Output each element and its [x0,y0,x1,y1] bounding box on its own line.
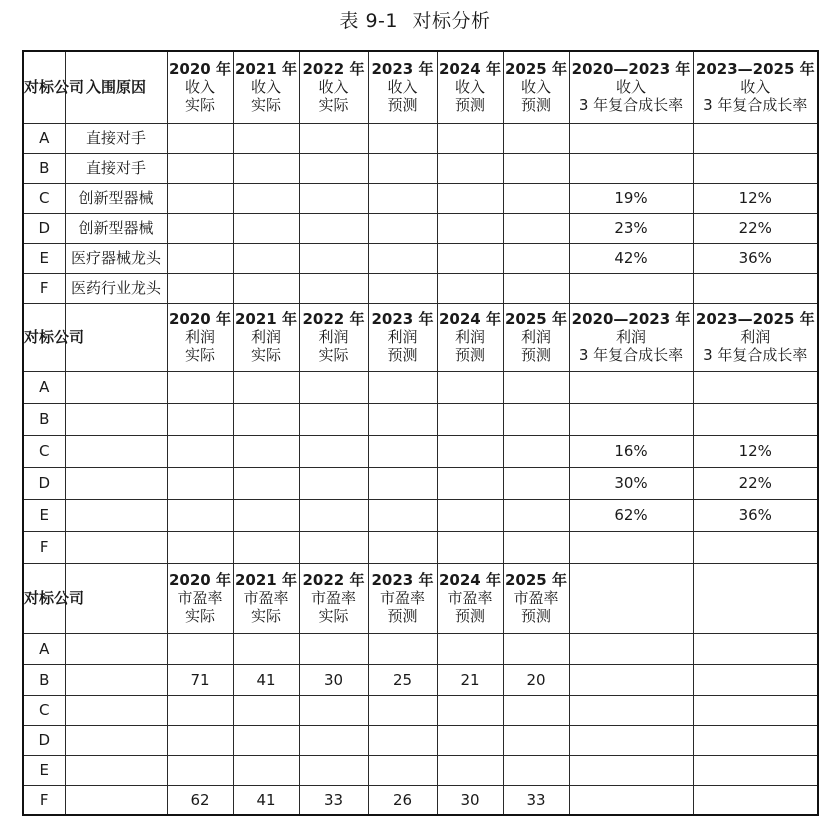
reason-cell [65,695,167,725]
year-header [233,303,299,371]
value-cell [437,725,503,755]
year-label: 2020 年 [169,571,231,589]
value-cell [368,531,437,563]
company-cell: C [23,183,65,213]
cagr-cell [693,403,818,435]
section-header-row [23,563,818,633]
benchmark-table [22,50,819,816]
value-cell [368,725,437,755]
value-cell [167,499,233,531]
company-cell: B [23,153,65,183]
metric-label: 收入 [184,78,215,97]
value-cell [368,153,437,183]
value-cell [167,633,233,664]
value-cell [167,467,233,499]
value-cell [167,123,233,153]
table-row [23,273,818,303]
metric-label: 利润 [520,328,551,346]
value-cell [299,213,368,243]
cagr-metric: 利润 [740,328,771,346]
value-cell [503,695,569,725]
value-cell [368,371,437,403]
table-number: 表 9-1 [339,10,398,32]
cagr-header [693,563,818,633]
year-header [368,303,437,371]
metric-label: 收入 [250,78,281,97]
value-cell [167,213,233,243]
table-row [23,435,818,467]
corner-label-company: 对标公司 [23,51,65,123]
table-row [23,633,818,664]
cagr-cell [569,785,693,815]
cagr-cell: 22% [693,213,818,243]
cagr-label: 3 年复合成长率 [703,346,808,364]
table-row [23,755,818,785]
corner-label-company: 对标公司 [23,303,65,371]
value-cell [167,371,233,403]
kind-label: 实际 [184,346,215,364]
year-label: 2022 年 [302,571,365,589]
metric-label: 市盈率 [310,589,356,607]
company-cell: D [23,213,65,243]
reason-header: 入围原因 [65,51,167,123]
value-cell: 30 [299,664,368,695]
cagr-cell [569,755,693,785]
cagr-cell [693,123,818,153]
value-cell [503,403,569,435]
value-cell [503,371,569,403]
cagr-metric: 收入 [740,78,771,97]
year-label: 2020 年 [169,310,231,328]
company-cell: A [23,123,65,153]
year-header [368,563,437,633]
year-header [437,303,503,371]
cagr-cell [569,664,693,695]
cagr-cell [693,531,818,563]
year-header [233,563,299,633]
reason-cell [65,755,167,785]
value-cell [503,213,569,243]
reason-cell [65,499,167,531]
cagr-cell [569,403,693,435]
cagr-cell: 12% [693,183,818,213]
value-cell [167,755,233,785]
value-cell [233,755,299,785]
table-row [23,725,818,755]
metric-label: 收入 [318,78,349,97]
kind-label: 预测 [520,96,551,115]
year-label: 2020 年 [169,60,231,79]
value-cell [437,123,503,153]
company-cell: D [23,725,65,755]
section-header-row [23,303,818,371]
year-header [167,563,233,633]
cagr-cell [693,785,818,815]
year-label: 2022 年 [302,310,365,328]
kind-label: 实际 [318,346,349,364]
cagr-cell [693,755,818,785]
kind-label: 实际 [250,96,281,115]
kind-label: 预测 [454,607,485,625]
value-cell [233,499,299,531]
cagr-header [693,303,818,371]
cagr-cell: 36% [693,499,818,531]
value-cell [503,183,569,213]
value-cell [167,695,233,725]
kind-label: 预测 [454,96,485,115]
reason-cell: 直接对手 [65,123,167,153]
value-cell [368,633,437,664]
year-header [233,51,299,123]
cagr-cell: 42% [569,243,693,273]
value-cell [368,467,437,499]
value-cell [437,435,503,467]
table-row [23,371,818,403]
value-cell [167,403,233,435]
value-cell [437,695,503,725]
value-cell [368,213,437,243]
value-cell [368,123,437,153]
kind-label: 预测 [387,346,418,364]
value-cell [503,725,569,755]
value-cell [299,183,368,213]
value-cell [299,153,368,183]
kind-label: 预测 [454,346,485,364]
cagr-period: 2023—2025 年 [695,310,815,328]
year-label: 2025 年 [505,310,567,328]
value-cell [437,243,503,273]
cagr-cell: 23% [569,213,693,243]
value-cell [167,243,233,273]
reason-cell: 创新型器械 [65,213,167,243]
metric-label: 收入 [520,78,551,97]
kind-label: 实际 [184,607,215,625]
year-label: 2023 年 [371,60,434,79]
metric-label: 利润 [184,328,215,346]
cagr-cell [569,531,693,563]
kind-label: 预测 [387,96,418,115]
cagr-cell [693,633,818,664]
year-label: 2023 年 [371,310,434,328]
value-cell [299,435,368,467]
metric-label: 市盈率 [243,589,289,607]
year-label: 2021 年 [235,60,297,79]
value-cell [233,725,299,755]
value-cell [368,435,437,467]
value-cell [299,273,368,303]
value-cell [503,153,569,183]
year-header [167,303,233,371]
cagr-cell [569,633,693,664]
value-cell [437,499,503,531]
cagr-header [569,51,693,123]
year-header [503,51,569,123]
value-cell: 20 [503,664,569,695]
kind-label: 预测 [387,607,418,625]
kind-label: 实际 [250,346,281,364]
cagr-label: 3 年复合成长率 [703,96,808,115]
metric-label: 收入 [454,78,485,97]
year-label: 2021 年 [235,310,297,328]
value-cell [437,183,503,213]
value-cell [233,403,299,435]
value-cell [503,273,569,303]
value-cell [368,183,437,213]
table-row [23,153,818,183]
value-cell [167,153,233,183]
reason-cell [65,664,167,695]
table-row [23,695,818,725]
table-row [23,183,818,213]
table-row [23,123,818,153]
value-cell: 41 [233,785,299,815]
value-cell [233,435,299,467]
year-label: 2025 年 [505,571,567,589]
value-cell [233,695,299,725]
value-cell [167,183,233,213]
cagr-cell [693,725,818,755]
table-row [23,531,818,563]
metric-label: 市盈率 [447,589,493,607]
value-cell [299,695,368,725]
value-cell [299,531,368,563]
metric-label: 利润 [387,328,418,346]
value-cell: 26 [368,785,437,815]
year-header [299,51,368,123]
year-header [437,563,503,633]
value-cell [167,531,233,563]
year-label: 2021 年 [235,571,297,589]
value-cell [299,243,368,273]
value-cell [437,633,503,664]
value-cell [299,371,368,403]
reason-cell [65,371,167,403]
cagr-cell: 12% [693,435,818,467]
value-cell [233,467,299,499]
value-cell [167,273,233,303]
corner-label-company: 对标公司 [23,563,65,633]
reason-cell [65,633,167,664]
table-row [23,785,818,815]
metric-label: 利润 [318,328,349,346]
value-cell [437,213,503,243]
metric-label: 市盈率 [177,589,223,607]
company-cell: A [23,371,65,403]
company-cell: F [23,273,65,303]
value-cell [233,273,299,303]
year-header [503,303,569,371]
metric-label: 收入 [387,78,418,97]
cagr-header [569,563,693,633]
value-cell [233,371,299,403]
value-cell [437,531,503,563]
reason-cell [65,531,167,563]
table-caption: 对标分析 [412,10,491,32]
cagr-metric: 收入 [615,78,646,97]
value-cell [437,755,503,785]
reason-cell [65,725,167,755]
reason-cell [65,467,167,499]
year-header [299,303,368,371]
year-header [368,51,437,123]
year-header [437,51,503,123]
cagr-cell: 16% [569,435,693,467]
value-cell [368,403,437,435]
company-cell: E [23,755,65,785]
value-cell: 41 [233,664,299,695]
year-label: 2024 年 [439,571,501,589]
value-cell [299,123,368,153]
value-cell [299,755,368,785]
value-cell [503,499,569,531]
cagr-metric: 利润 [615,328,646,346]
cagr-period: 2023—2025 年 [695,60,815,79]
company-cell: B [23,664,65,695]
value-cell [233,183,299,213]
value-cell [368,243,437,273]
cagr-label: 3 年复合成长率 [578,96,684,115]
reason-cell [65,785,167,815]
company-cell: C [23,435,65,467]
cagr-cell: 36% [693,243,818,273]
value-cell: 30 [437,785,503,815]
value-cell [233,531,299,563]
value-cell: 21 [437,664,503,695]
value-cell [233,153,299,183]
year-label: 2024 年 [439,60,501,79]
company-cell: E [23,243,65,273]
reason-cell [65,403,167,435]
table-title [0,6,830,33]
cagr-period: 2020—2023 年 [571,310,691,328]
cagr-cell [569,371,693,403]
company-cell: F [23,531,65,563]
year-label: 2024 年 [439,310,501,328]
cagr-cell [693,371,818,403]
company-cell: A [23,633,65,664]
cagr-cell [569,725,693,755]
company-cell: B [23,403,65,435]
value-cell [503,467,569,499]
value-cell [299,467,368,499]
year-label: 2022 年 [302,60,365,79]
cagr-cell: 30% [569,467,693,499]
cagr-cell [693,664,818,695]
value-cell [233,123,299,153]
table-row [23,499,818,531]
value-cell [233,243,299,273]
kind-label: 实际 [184,96,215,115]
cagr-header [693,51,818,123]
value-cell: 25 [368,664,437,695]
cagr-header [569,303,693,371]
cagr-cell [693,695,818,725]
company-cell: E [23,499,65,531]
cagr-cell [569,153,693,183]
reason-cell [65,435,167,467]
table-row [23,403,818,435]
year-header [503,563,569,633]
cagr-cell [693,273,818,303]
table-row [23,664,818,695]
value-cell [503,243,569,273]
metric-label: 利润 [454,328,485,346]
metric-label: 利润 [250,328,281,346]
table-row [23,213,818,243]
cagr-cell [569,123,693,153]
kind-label: 实际 [250,607,281,625]
cagr-cell [569,273,693,303]
value-cell [437,403,503,435]
value-cell [503,435,569,467]
value-cell [299,633,368,664]
value-cell: 62 [167,785,233,815]
value-cell [437,467,503,499]
table-row [23,467,818,499]
value-cell [299,403,368,435]
value-cell [299,499,368,531]
value-cell: 33 [503,785,569,815]
cagr-cell [693,153,818,183]
kind-label: 预测 [520,346,551,364]
reason-cell: 医药行业龙头 [65,273,167,303]
reason-cell: 创新型器械 [65,183,167,213]
value-cell [368,755,437,785]
cagr-label: 3 年复合成长率 [578,346,684,364]
value-cell [503,531,569,563]
value-cell [503,755,569,785]
company-cell: D [23,467,65,499]
year-label: 2023 年 [371,571,434,589]
value-cell [299,725,368,755]
table-row [23,243,818,273]
year-header [299,563,368,633]
value-cell [167,435,233,467]
cagr-period: 2020—2023 年 [571,60,691,79]
value-cell [368,695,437,725]
value-cell [368,499,437,531]
value-cell [437,273,503,303]
value-cell: 33 [299,785,368,815]
value-cell [503,633,569,664]
kind-label: 实际 [318,96,349,115]
metric-label: 市盈率 [513,589,559,607]
cagr-cell: 19% [569,183,693,213]
company-cell: F [23,785,65,815]
reason-cell: 医疗器械龙头 [65,243,167,273]
section-header-row [23,51,818,123]
cagr-cell: 62% [569,499,693,531]
kind-label: 预测 [520,607,551,625]
value-cell [437,153,503,183]
value-cell [233,213,299,243]
kind-label: 实际 [318,607,349,625]
value-cell [437,371,503,403]
value-cell [233,633,299,664]
company-cell: C [23,695,65,725]
reason-cell: 直接对手 [65,153,167,183]
cagr-cell [569,695,693,725]
value-cell [503,123,569,153]
metric-label: 市盈率 [379,589,425,607]
value-cell [368,273,437,303]
value-cell [167,725,233,755]
year-label: 2025 年 [505,60,567,79]
year-header [167,51,233,123]
value-cell: 71 [167,664,233,695]
cagr-cell: 22% [693,467,818,499]
